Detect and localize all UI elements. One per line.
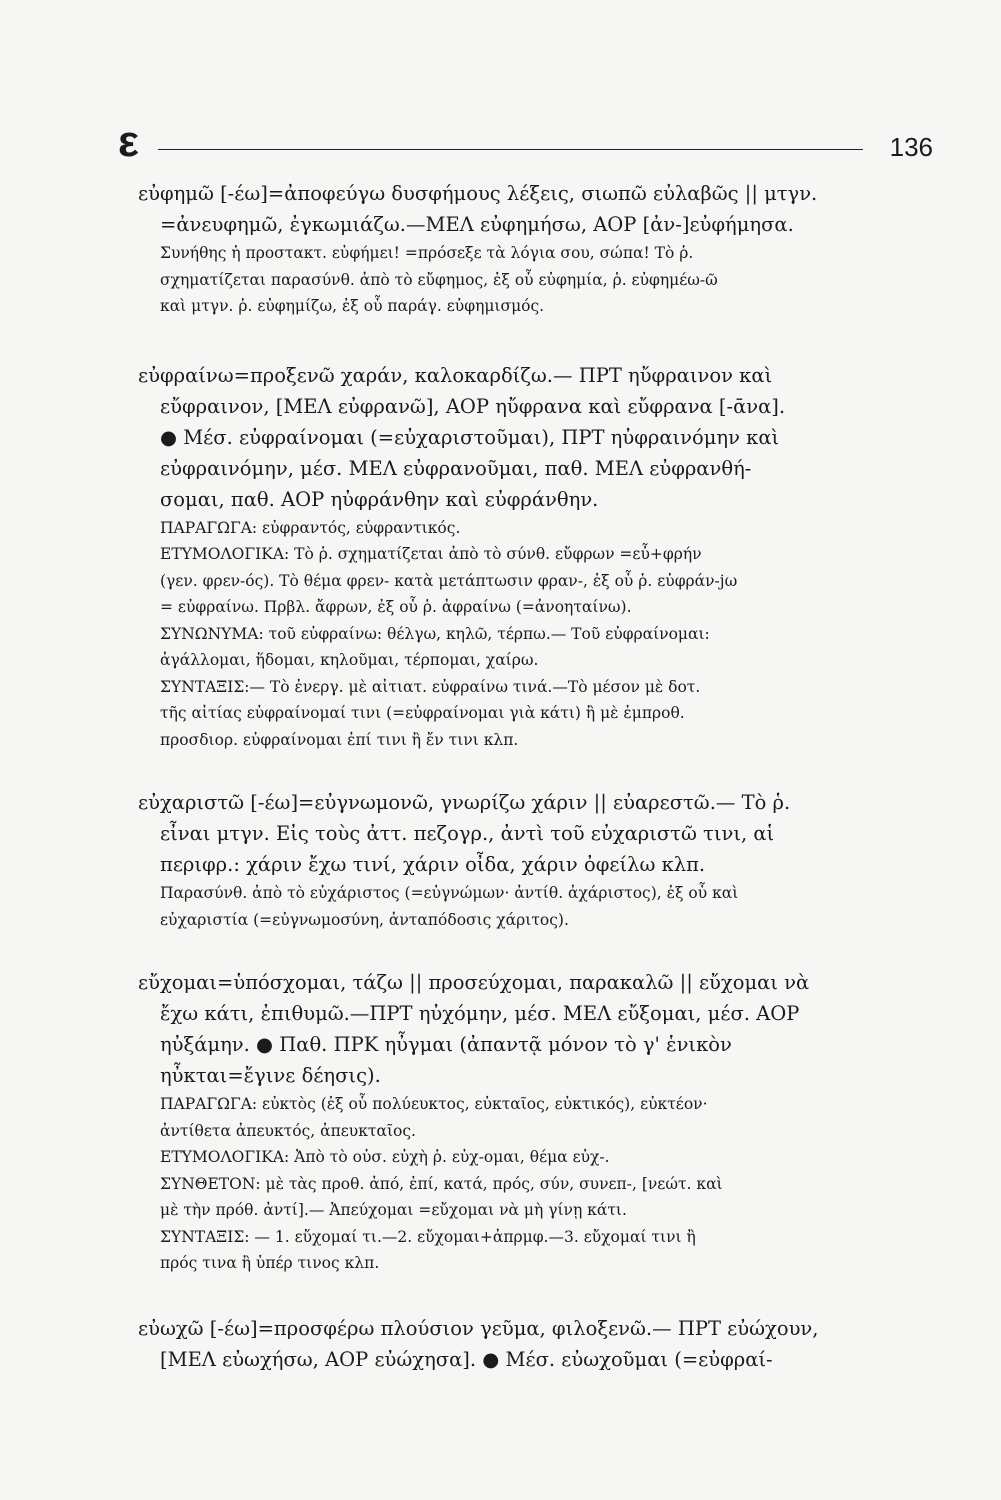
subentry-line: ΠΑΡΑΓΩΓΑ: εὐφραντός, εὐφραντικός.: [160, 518, 461, 537]
header-rule: [158, 149, 863, 150]
subentry-line: ΕΤΥΜΟΛΟΓΙΚΑ: Ἀπὸ τὸ οὐσ. εὐχὴ ῥ. εὐχ-ομαι, θέμα εὐχ-.: [160, 1148, 610, 1166]
subentry-line: τῆς αἰτίας εὐφραίνομαί τινι (=εὐφραίνομαι γιὰ κάτι) ἢ μὲ ἐμπροθ.: [160, 704, 685, 722]
subentry-line: ἀντίθετα ἀπευκτός, ἀπευκταῖος.: [160, 1121, 416, 1140]
subentry-line: μὲ τὴν πρόθ. ἀντί].— Ἀπεύχομαι =εὔχομαι νὰ μὴ γίνῃ κάτι.: [160, 1201, 627, 1219]
entry-line: περιφρ.: χάριν ἔχω τινί, χάριν οἶδα, χάριν ὀφείλω κλπ.: [160, 853, 706, 876]
section-letter: ε: [118, 117, 139, 166]
subentry-line: εὐχαριστία (=εὐγνωμοσύνη, ἀνταπόδοσις χάριτος).: [160, 910, 569, 929]
entry-line: εὐφραινόμην, μέσ. ΜΕΛ εὐφρανοῦμαι, παθ. ΜΕΛ εὐφρανθή-: [160, 456, 752, 480]
entry-euchomai: [138, 967, 938, 1277]
subentry-line: Παρασύνθ. ἀπὸ τὸ εὐχάριστος (=εὐγνώμων· ἀντίθ. ἀχάριστος), ἐξ οὗ καὶ: [160, 884, 739, 902]
subentry-line: (γεν. φρεν-ός). Τὸ θέμα φρεν- κατὰ μετάπτωσιν φραν-, ἐξ οὗ ῥ. εὐφράν-jω: [160, 571, 738, 590]
entry-euocho: [138, 1313, 938, 1375]
subentry-line: ΣΥΝΤΑΞΙΣ: — 1. εὔχομαί τι.—2. εὔχομαι+ἀπρμφ.—3. εὔχομαί τινι ἢ: [160, 1227, 696, 1246]
entry-eucharisto: [138, 787, 938, 933]
entry-line: ἔχω κάτι, ἐπιθυμῶ.—ΠΡΤ ηὐχόμην, μέσ. ΜΕΛ εὔξομαι, μέσ. ΑΟΡ: [160, 1002, 800, 1025]
entry-line: εὐωχῶ [-έω]=προσφέρω πλούσιον γεῦμα, φιλοξενῶ.— ΠΡΤ εὐώχουν,: [138, 1316, 819, 1340]
subentry-line: ΣΥΝΩΝΥΜΑ: τοῦ εὐφραίνω: θέλγω, κηλῶ, τέρπω.— Τοῦ εὐφραίνομαι:: [160, 624, 710, 643]
subentry-line: ΣΥΝΘΕΤΟΝ: μὲ τὰς προθ. ἀπό, ἐπί, κατά, πρός, σύν, συνεπ-, [νεώτ. καὶ: [160, 1174, 723, 1193]
entry-line: εὔχομαι=ὑπόσχομαι, τάζω || προσεύχομαι, παρακαλῶ || εὔχομαι νὰ: [138, 971, 810, 994]
entry-line: =ἀνευφημῶ, ἐγκωμιάζω.—ΜΕΛ εὐφημήσω, ΑΟΡ [ἀν-]εὐφήμησα.: [160, 213, 794, 236]
entry-line: [ΜΕΛ εὐωχήσω, ΑΟΡ εὐώχησα]. ● Μέσ. εὐωχοῦμαι (=εὐφραί-: [160, 1347, 773, 1371]
subentry-line: ἀγάλλομαι, ἥδομαι, κηλοῦμαι, τέρπομαι, χαίρω.: [160, 651, 539, 669]
page-header: [118, 117, 933, 170]
entry-line: Συνήθης ἡ προστακτ. εὐφήμει! =πρόσεξε τὰ λόγια σου, σώπα! Τὸ ῥ.: [160, 244, 694, 262]
subentry-line: ΠΑΡΑΓΩΓΑ: εὐκτὸς (ἐξ οὗ πολύευκτος, εὐκταῖος, εὐκτικός), εὐκτέον·: [160, 1095, 708, 1113]
entry-line: εὐφημῶ [-έω]=ἀποφεύγω δυσφήμους λέξεις, σιωπῶ εὐλαβῶς || μτγν.: [138, 182, 818, 205]
entry-line: εἶναι μτγν. Εἰς τοὺς ἀττ. πεζογρ., ἀντὶ τοῦ εὐχαριστῶ τινι, αἱ: [160, 822, 775, 845]
subentry-line: ΣΥΝΤΑΞΙΣ:— Τὸ ἐνεργ. μὲ αἰτιατ. εὐφραίνω τινά.—Τὸ μέσον μὲ δοτ.: [160, 677, 701, 696]
page-number: 136: [889, 132, 933, 162]
entry-eufemo: [138, 178, 938, 320]
entry-eufraino: [138, 360, 938, 754]
subentry-line: προσδιορ. εὐφραίνομαι ἐπί τινι ἢ ἔν τινι κλπ.: [160, 730, 519, 749]
entry-line: ηὐξάμην. ● Παθ. ΠΡΚ ηὖγμαι (ἀπαντᾷ μόνον τὸ γ' ἑνικὸν: [160, 1033, 732, 1056]
entry-line: σχηματίζεται παρασύνθ. ἀπὸ τὸ εὔφημος, ἐξ οὗ εὐφημία, ῥ. εὐφημέω-ῶ: [160, 270, 718, 289]
entry-line: ● Μέσ. εὐφραίνομαι (=εὐχαριστοῦμαι), ΠΡΤ ηὐφραινόμην καὶ: [160, 425, 780, 449]
entry-line: εὐχαριστῶ [-έω]=εὐγνωμονῶ, γνωρίζω χάριν || εὐαρεστῶ.— Τὸ ῥ.: [138, 791, 791, 814]
subentry-line: = εὐφραίνω. Πρβλ. ἄφρων, ἐξ οὗ ῥ. ἀφραίνω (=ἀνοηταίνω).: [160, 598, 632, 616]
entry-line: σομαι, παθ. ΑΟΡ ηὐφράνθην καὶ εὐφράνθην.: [160, 487, 599, 511]
dictionary-content: [138, 178, 938, 1407]
entry-line: εὔφραινον, [ΜΕΛ εὐφρανῶ], ΑΟΡ ηὔφρανα καὶ εὔφρανα [-ᾱνα].: [160, 394, 786, 418]
entry-line: καὶ μτγν. ῥ. εὐφημίζω, ἐξ οὗ παράγ. εὐφημισμός.: [160, 297, 545, 315]
entry-line: εὐφραίνω=προξενῶ χαράν, καλοκαρδίζω.— ΠΡΤ ηὔφραινον καὶ: [138, 363, 773, 387]
subentry-line: πρός τινα ἢ ὑπέρ τινος κλπ.: [160, 1254, 380, 1272]
subentry-line: ΕΤΥΜΟΛΟΓΙΚΑ: Τὸ ῥ. σχηματίζεται ἀπὸ τὸ σύνθ. εὔφρων =εὖ+φρήν: [160, 545, 702, 563]
entry-line: ηὖκται=ἔγινε δέησις).: [160, 1064, 381, 1087]
